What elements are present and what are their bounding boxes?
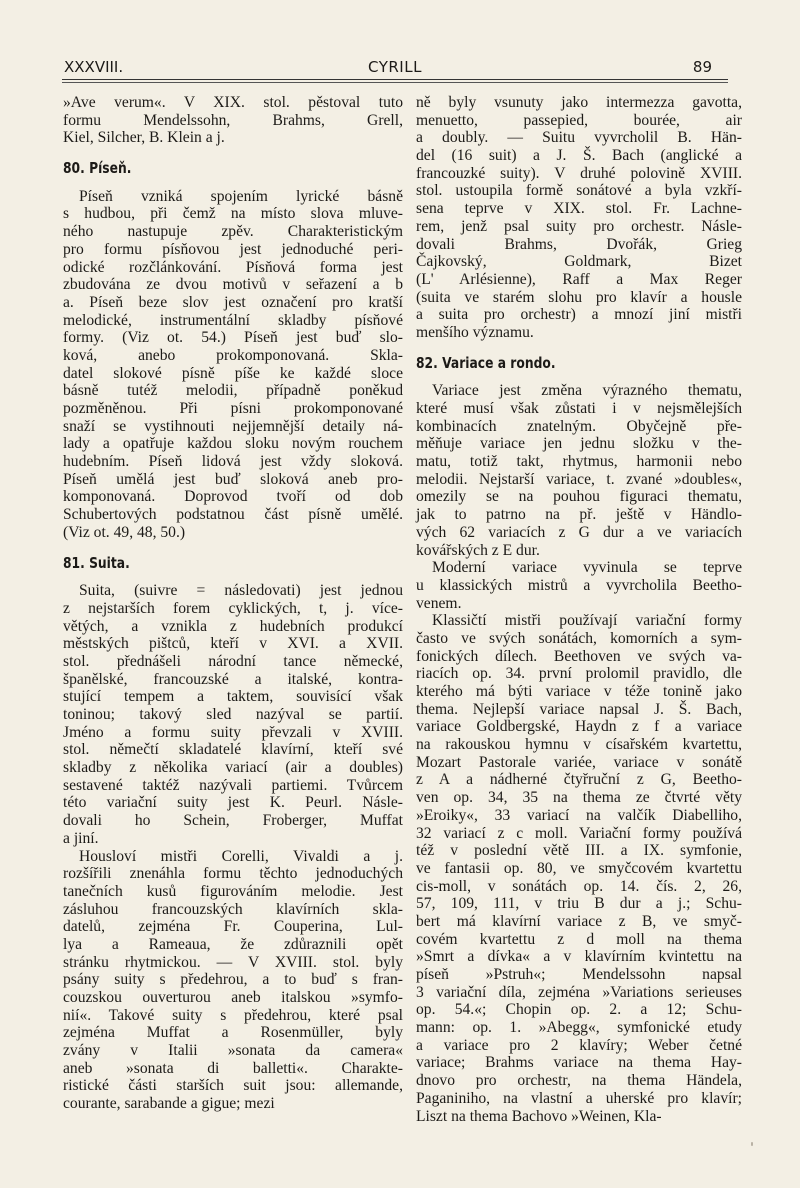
text-line: sestavené taktéž nazývali partiemi. Tvůrcem: [63, 776, 403, 794]
paper-speck: [751, 1142, 753, 1146]
text-line: Klassičtí mistři používají variační formy: [432, 612, 742, 630]
text-line: Kiel, Silcher, B. Klein a j.: [63, 129, 225, 147]
text-line: španělské, francouzské a italské, kontra-: [63, 670, 403, 688]
left-column: [63, 94, 403, 1113]
text-line: rem, jenž psal suity pro orchestr. Násle-: [416, 217, 742, 235]
chapter-number: XXXVIII.: [64, 58, 124, 76]
running-title: CYRILL: [368, 58, 422, 76]
text-line: komponovaná. Doprovod tvoří od dob: [63, 488, 403, 506]
text-line: stol. němečtí skladatelé klavírní, kteří své: [63, 741, 403, 759]
text-line: sena teprve v XIX. stol. Fr. Lachne-: [416, 200, 742, 218]
text-line: hudebním. Píseň lidová jest vždy sloková.: [63, 453, 403, 471]
text-line: a. Píseň beze slov jest označení pro kratší: [63, 293, 403, 311]
text-line: též v poslední větě III. a IX. symfonie,: [416, 842, 742, 860]
text-line: ristické části starších suit jsou: allemande,: [63, 1077, 403, 1095]
text-line: Píseň vzniká spojením lyrické básně: [79, 187, 403, 205]
text-line: zejména Muffat a Rosenmüller, byly: [63, 1024, 403, 1042]
text-line: melodii. Nejstarší variace, t. zvané »doubles«,: [416, 470, 742, 488]
text-line: formu Mendelssohn, Brahms, Grell,: [63, 111, 403, 129]
text-line: 32 variací z c moll. Variační formy používá: [416, 824, 742, 842]
text-line: Jméno a formu suity převzali v XVIII.: [63, 723, 403, 741]
text-line: »Eroiky«, 33 variací na valčík Diabelliho,: [416, 806, 742, 824]
text-line: datel slokové písně píše ke každé sloce: [63, 364, 403, 382]
text-line: zásluhou francouzských klavírních skla-: [63, 900, 403, 918]
page-number: 89: [692, 58, 712, 76]
intro-paragraph: [63, 94, 403, 147]
text-line: couzskou ouverturou aneb italskou »symfo-: [63, 989, 403, 1006]
text-line: »Smrt a dívka« a v klavírním kvintettu na: [416, 948, 742, 966]
text-line: stující tempem a taktem, souvisící však: [63, 688, 403, 706]
text-line: riacích op. 34. první prolomil pravidlo, dle: [416, 665, 742, 683]
section-80-text: [63, 188, 403, 542]
text-line: ve fantasii op. 80, ve smyčcovém kvartettu: [416, 859, 742, 877]
section-heading-82: 82. Variace a rondo.: [416, 353, 556, 372]
text-line: melodické, instrumentální skladby písňové: [63, 311, 403, 329]
text-line: mann: op. 1. »Abegg«, symfonické etudy: [416, 1019, 742, 1037]
text-line: del (16 suit) a J. Š. Bach (anglické a: [416, 147, 742, 165]
text-line: měňuje variace jen jednu složku v the-: [416, 435, 742, 453]
text-line: rozšířili znenáhla formu těchto jednoduchých: [63, 865, 403, 883]
text-line: stol. ustoupila formě sonátové a byla vzkří-: [416, 182, 742, 200]
text-line: (Viz ot. 49, 48, 50.): [63, 523, 186, 541]
text-line: »Ave verum«. V XIX. stol. pěstoval tuto: [63, 94, 403, 111]
text-line: Čajkovský, Goldmark, Bizet: [416, 253, 742, 271]
text-line: Mozart Pastorale variée, variace v sonátě: [416, 753, 742, 771]
text-line: Variace jest změna výrazného thematu,: [432, 382, 742, 400]
text-line: lady a opatřuje každou sloku novým rouchem: [63, 435, 403, 453]
text-line: a variace pro 2 klavíry; Weber četné: [416, 1036, 742, 1054]
text-line: píseň »Pstruh«; Mendelssohn napsal: [416, 966, 742, 983]
right-column: [416, 94, 742, 1125]
text-line: této variační suity jest K. Peurl. Násle-: [63, 794, 403, 812]
text-line: stol. přednášeli národní tance německé,: [63, 652, 403, 670]
text-line: (suita ve starém slohu pro klavír a housle: [416, 288, 742, 306]
text-line: Schubertových podstatnou část písně umělé.: [63, 506, 403, 524]
text-line: u klassických mistrů a vyvrcholila Beetho-: [416, 576, 742, 594]
text-line: skladby z několika variací (air a doubles): [63, 759, 403, 777]
text-line: ně byly vsunuty jako intermezza gavotta,: [416, 94, 742, 111]
text-line: zbudována ze dvou motivů v seřazení a b: [63, 276, 403, 294]
text-line: variace Goldbergské, Haydn z f a variace: [416, 718, 742, 736]
section-81-text: [63, 582, 403, 1113]
text-line: z A a nádherné čtyřruční z G, Beetho-: [416, 771, 742, 789]
text-line: psány suity s předehrou, a to buď s fran-: [63, 971, 403, 989]
text-line: z nejstarších forem cyklických, t, j. více-: [63, 599, 403, 617]
running-header: [62, 56, 728, 78]
text-line: dovali ho Schein, Froberger, Muffat: [63, 812, 403, 830]
text-line: pro formu písňovou jest jednoduché peri-: [63, 240, 403, 258]
text-line: Paganiniho, na vlastní a uherské pro klavír;: [416, 1089, 742, 1107]
text-line: a doubly. — Suitu vyvrcholil B. Hän-: [416, 129, 742, 147]
text-line: datelů, zejména Fr. Couperina, Lul-: [63, 918, 403, 936]
header-rule: [62, 79, 728, 80]
text-line: ven op. 34, 35 na thema ze čtvrté věty: [416, 789, 742, 807]
text-line: dovali Brahms, Dvořák, Grieg: [416, 235, 742, 253]
text-line: omezily se na pouhou figuraci thematu,: [416, 488, 742, 506]
text-line: kovářských z E dur.: [416, 541, 540, 559]
text-line: venem.: [416, 594, 462, 612]
text-line: stránku rhytmickou. — V XVIII. stol. byly: [63, 953, 403, 971]
text-line: snaží se vystihnouti nejjemnější detaily ná-: [63, 417, 403, 435]
text-line: nií«. Takové suity s předehrou, které psal: [63, 1006, 403, 1024]
text-line: tanečních kusů figurováním melodie. Jest: [63, 882, 403, 900]
text-line: bert má klavírní variace z B, ve smyč-: [416, 912, 742, 930]
text-line: Píseň umělá jest buď sloková aneb pro-: [63, 470, 403, 488]
text-line: často ve svých sonátách, komorních a sym-: [416, 629, 742, 647]
text-line: jak to patrno na př. ještě v Händlo-: [416, 506, 742, 524]
text-line: thema. Nejlepší variace napsal J. Š. Bach,: [416, 700, 742, 718]
header-rule-thin: [62, 82, 728, 83]
text-line: kombinacích znatelným. Obyčejně pře-: [416, 417, 742, 435]
text-line: ková, anebo prokomponovaná. Skla-: [63, 346, 403, 364]
text-line: variace; Brahms variace na thema Hay-: [416, 1054, 742, 1072]
text-line: courante, sarabande a gigue; mezi: [63, 1095, 275, 1113]
section-heading-80: 80. Píseň.: [63, 159, 132, 178]
text-line: větých, a vznikla z hudebních produkcí: [63, 617, 403, 635]
text-line: menuetto, passepied, bourée, air: [416, 111, 742, 129]
text-line: zvány v Italii »sonata da camera«: [63, 1042, 403, 1060]
section-82-text: [416, 382, 742, 1125]
text-line: básně tutéž melodii, případně poněkud: [63, 382, 403, 400]
text-line: Liszt na thema Bachovo »Weinen, Kla-: [416, 1107, 662, 1125]
text-line: Suita, (suivre = následovati) jest jednou: [79, 582, 403, 600]
text-line: městských pištců, kteří v XVI. a XVII.: [63, 635, 403, 653]
text-line: dnovo pro orchestr, na thema Händela,: [416, 1072, 742, 1090]
text-line: op. 54.«; Chopin op. 2. a 12; Schu-: [416, 1001, 742, 1019]
section-heading-81: 81. Suita.: [63, 553, 130, 572]
text-line: 57, 109, 111, v triu B dur a j.; Schu-: [416, 895, 742, 913]
text-line: 3 variační díla, zejména »Variations serieuses: [416, 983, 742, 1001]
text-line: které musí však zůstati i v nejsmělejších: [416, 400, 742, 417]
text-line: covém kvartettu z d moll na thema: [416, 930, 742, 948]
text-line: fonických dílech. Beethoven ve svých va-: [416, 647, 742, 665]
text-line: matu, totiž takt, rhytmus, harmonii nebo: [416, 453, 742, 471]
text-line: a jiní.: [63, 829, 99, 847]
text-line: lya a Rameaua, že zdůraznili opět: [63, 935, 403, 953]
text-line: vých 62 variacích z G dur a ve variacích: [416, 523, 742, 541]
text-line: francouzké suity). V druhé polovině XVIII.: [416, 164, 742, 182]
text-line: odické rozčlánkování. Písňová forma jest: [63, 258, 403, 276]
text-line: toninou; takový sled nazýval se partií.: [63, 706, 403, 723]
text-line: aneb »sonata di balletti«. Charakte-: [63, 1059, 403, 1077]
text-line: formy. (Viz ot. 54.) Píseň jest buď slo-: [63, 329, 403, 347]
text-line: Moderní variace vyvinula se teprve: [432, 559, 742, 577]
text-line: kterého má býti variace v téže tonině jako: [416, 683, 742, 700]
text-line: s hudbou, při čemž na místo slova mluve-: [63, 205, 403, 223]
text-line: a suita pro orchestr) a mnozí jiní mistři: [416, 306, 742, 324]
text-line: cis-moll, v sonátách op. 14. čís. 2, 26,: [416, 877, 742, 895]
continuation-paragraph: [416, 94, 742, 342]
text-line: ného nastupuje zpěv. Charakteristickým: [63, 223, 403, 241]
text-line: na rakouskou hymnu v císařském kvartettu,: [416, 736, 742, 754]
text-line: menšího významu.: [416, 323, 534, 341]
text-line: pozměněnou. Při písni prokomponované: [63, 400, 403, 417]
text-line: Housloví mistři Corelli, Vivaldi a j.: [79, 847, 403, 865]
text-line: (L' Arlésienne), Raff a Max Reger: [416, 270, 742, 288]
